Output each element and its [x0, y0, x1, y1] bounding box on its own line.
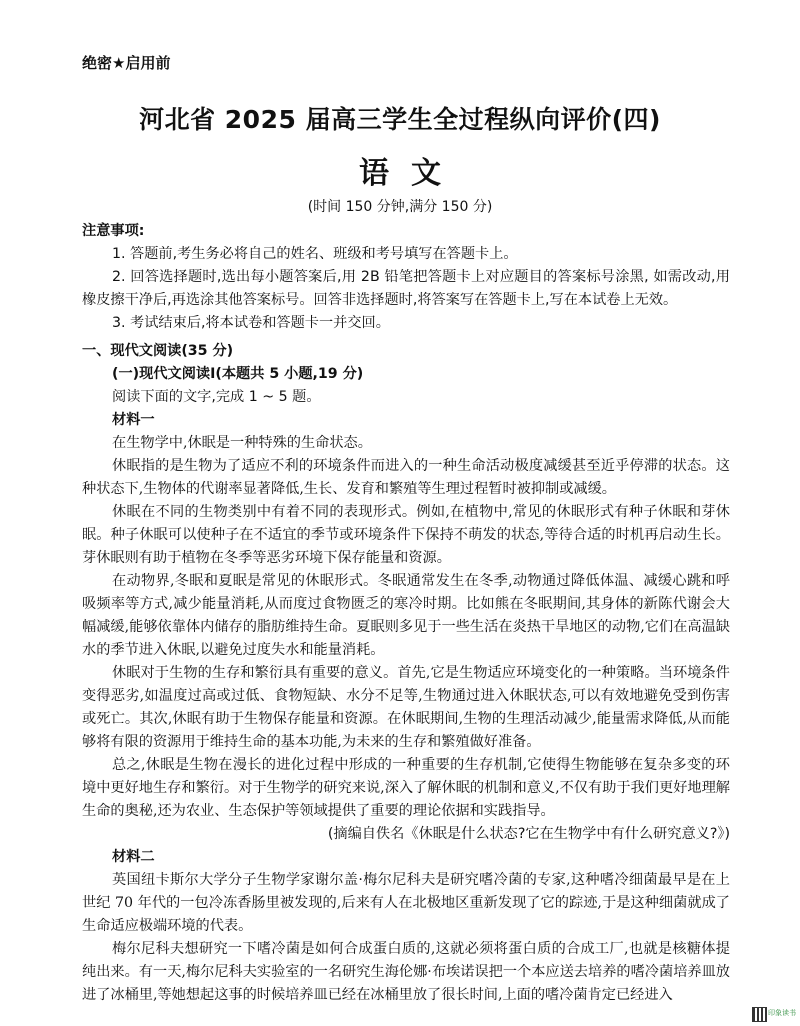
paragraph: 在动物界,冬眠和夏眠是常见的休眠形式。冬眠通常发生在冬季,动物通过降低体温、减缓心跳和呼吸频率等方式,减少能量消耗,从而度过食物匮乏的寒冷时期。比如熊在冬眠期间,其身体的新陈代谢会大幅减缓,能够依靠体内储存的脂肪维持生命。夏眠则多见于一些生活在炎热干旱地区的动物,它们在高温缺水的季节进入休眠,以避免过度失水和能量消耗。: [82, 573, 730, 658]
paragraph: 休眠在不同的生物类别中有着不同的表现形式。例如,在植物中,常见的休眠形式有种子休眠和芽休眠。种子休眠可以使种子在不适宜的季节或环境条件下保持不萌发的状态,等待合适的时机再启动生长。芽休眠则有助于植物在冬季等恶劣环境下保存能量和资源。: [82, 504, 730, 566]
notes-heading: 注意事项:: [82, 223, 145, 239]
paragraph: 在生物学中,休眠是一种特殊的生命状态。: [112, 435, 372, 451]
section-heading: 一、现代文阅读(35 分): [82, 343, 234, 359]
qr-code-icon: [752, 1007, 767, 1022]
subsection-heading: (一)现代文阅读Ⅰ(本题共 5 小题,19 分): [112, 366, 364, 382]
paragraph: 休眠指的是生物为了适应不利的环境条件而进入的一种生命活动极度减缓甚至近乎停滞的状态。这种状态下,生物体的代谢率显著降低,生长、发育和繁殖等生理过程暂时被抑制或减缓。: [82, 458, 730, 497]
brand-watermark: 印象读书: [768, 1009, 796, 1017]
instruction: 阅读下面的文字,完成 1 ~ 5 题。: [112, 389, 321, 405]
notes-section: [82, 220, 730, 335]
note-item: 1. 答题前,考生务必将自己的姓名、班级和考号填写在答题卡上。: [112, 246, 518, 262]
material-label: 材料二: [112, 849, 155, 865]
note-item: 2. 回答选择题时,选出每小题答案后,用 2B 铅笔把答题卡上对应题目的答案标号涂黑, 如需改动,用橡皮擦干净后,再选涂其他答案标号。回答非选择题时,将答案写在答题卡上,写在本试卷上无效。: [82, 269, 730, 308]
exam-title: 河北省 2025 届高三学生全过程纵向评价(四): [139, 105, 661, 134]
paragraph: 休眠对于生物的生存和繁衍具有重要的意义。首先,它是生物适应环境变化的一种策略。当环境条件变得恶劣,如温度过高或过低、食物短缺、水分不足等,生物通过进入休眠状态,可以有效地避免受到伤害或死亡。其次,休眠有助于生物保存能量和资源。在休眠期间,生物的生理活动减少,能量需求降低,从而能够将有限的资源用于维持生命的基本功能,为未来的生存和繁殖做好准备。: [82, 665, 730, 750]
paragraph: 总之,休眠是生物在漫长的进化过程中形成的一种重要的生存机制,它使得生物能够在复杂多变的环境中更好地生存和繁衍。对于生物学的研究来说,深入了解休眠的机制和意义,不仅有助于我们更好地理解生命的奥秘,还为农业、生态保护等领域提供了重要的理论依据和实践指导。: [82, 757, 730, 819]
paragraph: 梅尔尼科夫想研究一下嗜冷菌是如何合成蛋白质的,这就必须将蛋白质的合成工厂,也就是核糖体提纯出来。有一天,梅尔尼科夫实验室的一名研究生海伦娜·布埃诺误把一个本应送去培养的嗜冷菌培养皿放进了冰桶里,等她想起这事的时候培养皿已经在冰桶里放了很长时间,上面的嗜冷菌肯定已经进入: [82, 941, 730, 1003]
source-citation: (摘编自佚名《休眠是什么状态?它在生物学中有什么研究意义?》): [327, 826, 730, 842]
material-label: 材料一: [112, 412, 155, 428]
subject-title: 语文: [359, 156, 463, 191]
time-info: (时间 150 分钟,满分 150 分): [307, 199, 493, 215]
paragraph: 英国纽卡斯尔大学分子生物学家谢尔盖·梅尔尼科夫是研究嗜冷菌的专家,这种嗜冷细菌最早是在上世纪 70 年代的一包冷冻香肠里被发现的,后来有人在北极地区重新发现了它的踪迹,于是这种细菌就成了生命适应极端环境的代表。: [82, 872, 730, 934]
confidential-label: 绝密★启用前: [82, 54, 171, 72]
section-reading: [82, 340, 730, 1007]
note-item: 3. 考试结束后,将本试卷和答题卡一并交回。: [112, 315, 390, 331]
